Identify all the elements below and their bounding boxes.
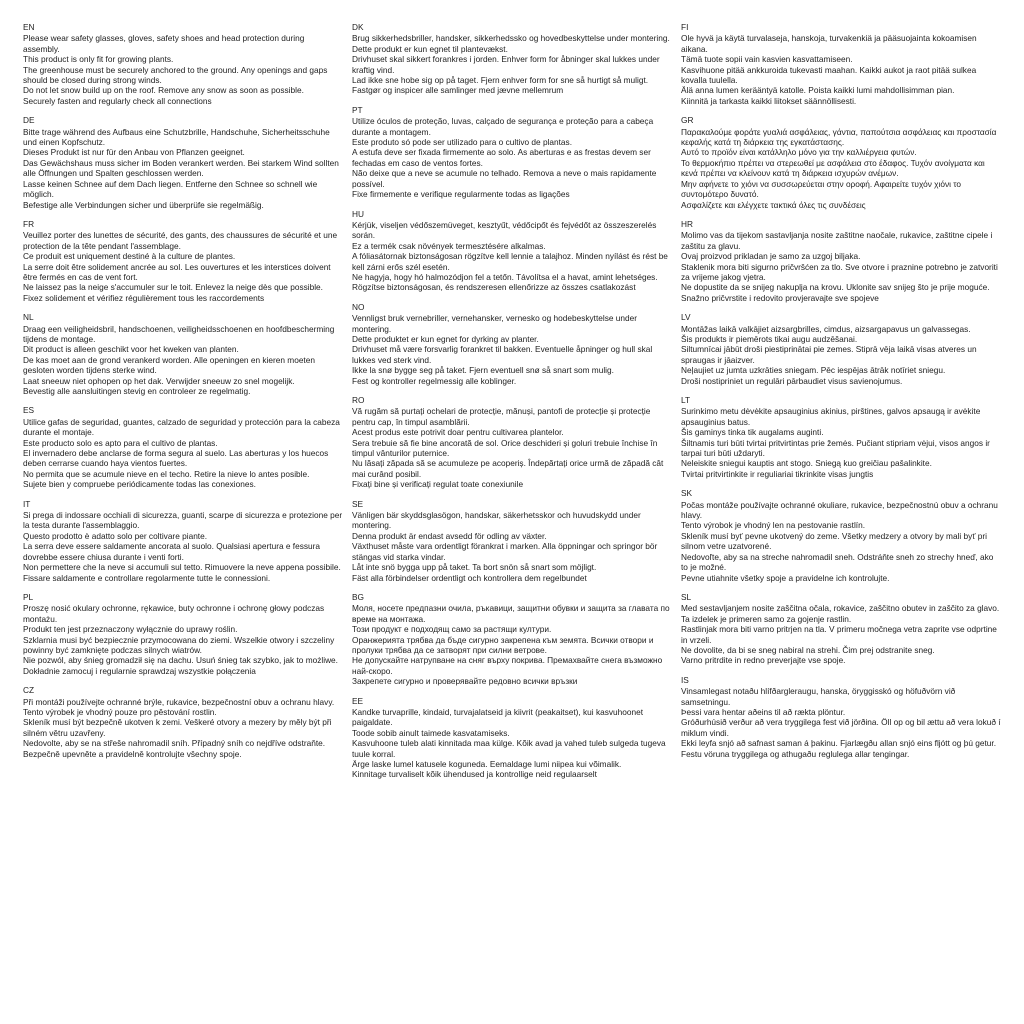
instruction-line: Dieses Produkt ist nur für den Anbau von Pflanzen geeignet.	[23, 147, 245, 158]
instruction-line: Produkt ten jest przeznaczony wyłącznie do uprawy roślin.	[23, 624, 238, 635]
instruction-line: Não deixe que a neve se acumule no telhado. Remova a neve o mais rapidamente possível.	[352, 168, 657, 189]
instruction-line: Dokładnie zamocuj i regularnie sprawdzaj wszystkie połączenia	[23, 665, 256, 676]
instruction-line: La serre doit être solidement ancrée au sol. Les ouvertures et les interstices doivent être fermés en cas de vent fort.	[23, 261, 331, 282]
language-code: FI	[681, 22, 689, 32]
instruction-line: Veuillez porter des lunettes de sécurité, des gants, des chaussures de sécurité et une protection de la tête pendant l'assemblage.	[23, 230, 338, 251]
language-code: DE	[23, 115, 35, 126]
instruction-line: Denna produkt är endast avsedd för odling av växter.	[352, 530, 547, 541]
instruction-line: Lad ikke sne hobe sig op på taget. Fjern enhver form for sne så hurtigt så muligt.	[352, 75, 649, 86]
instruction-line: Kérjük, viseljen védőszemüveget, kesztyűt, védőcipőt és fejvédőt az összeszerelés során.	[352, 219, 657, 241]
instruction-line: Festu vöruna tryggilega og athugaðu reglulega allar tengingar.	[681, 748, 910, 759]
instruction-line: Vennligst bruk vernebriller, vernehansker, vernesko og hodebeskyttelse under montering.	[352, 313, 638, 334]
instruction-line: Ovaj proizvod prikladan je samo za uzgoj biljaka.	[681, 251, 861, 262]
instruction-line: Nedovolte, aby se na střeše nahromadil sníh. Případný sníh co nejdříve odstraňte.	[23, 738, 326, 749]
language-code: DK	[352, 22, 364, 32]
language-code: PL	[23, 591, 34, 602]
instruction-line: Rastlinjak mora biti varno pritrjen na tla. V primeru močnega vetra zaprite vse odprtine in vrzeli.	[681, 624, 997, 645]
language-section-cz	[23, 685, 343, 759]
language-section-en	[23, 22, 343, 106]
language-section-ee	[352, 696, 672, 780]
instruction-line: Questo prodotto è adatto solo per coltivare piante.	[23, 530, 208, 541]
instruction-line: Befestige alle Verbindungen sicher und überprüfe sie regelmäßig.	[23, 199, 264, 210]
instruction-line: Bezpečně upevněte a pravidelně kontrolujte všechny spoje.	[23, 748, 242, 759]
instruction-line: Šis produkts ir piemērots tikai augu audzēšanai.	[681, 333, 858, 344]
instruction-line: Gróðurhúsið verður að vera tryggilega fest við jörðina. Öll op og bil ættu að vera lokuð í miklum vindi.	[681, 717, 1001, 738]
instruction-line: Växthuset måste vara ordentligt förankrat i marken. Alla öppningar och springor bör stängas vid starka vindar.	[352, 541, 658, 562]
language-section-es	[23, 405, 343, 489]
instruction-line: Ekki leyfa snjó að safnast saman á þakinu. Fjarlægðu allan snjó eins fljótt og þú getur.	[681, 738, 997, 749]
instruction-line: Ne dovolite, da bi se sneg nabiral na strehi. Čim prej odstranite sneg.	[681, 644, 935, 655]
instruction-line: Fixați bine și verificați regulat toate conexiunile	[352, 479, 524, 490]
language-code: NO	[352, 301, 365, 312]
instruction-line: Počas montáže používajte ochranné okuliare, rukavice, bezpečnostnú obuv a ochranu hlavy.	[681, 499, 998, 521]
language-code: EE	[352, 695, 364, 706]
language-section-fr	[23, 219, 343, 303]
instruction-line: El invernadero debe anclarse de forma segura al suelo. Las aberturas y los huecos deben cerrarse cuando haya vientos fuertes.	[23, 448, 329, 469]
instruction-line: Ta izdelek je primeren samo za gojenje rastlin.	[681, 613, 852, 624]
language-section-pl	[23, 592, 343, 676]
instruction-line: Bitte trage während des Aufbaus eine Schutzbrille, Handschuhe, Sicherheitsschuhe und einen Kopfschutz.	[23, 126, 330, 148]
instruction-line: The greenhouse must be securely anchored to the ground. Any openings and gaps should be closed during strong winds.	[23, 64, 328, 86]
instruction-line: Non permettere che la neve si accumuli sul tetto. Rimuovere la neve appena possibile.	[23, 562, 341, 573]
instruction-line: Staklenik mora biti sigurno pričvršćen za tlo. Sve otvore i praznine potrebno je zatvoriti za vrijeme jakog vjetra.	[681, 261, 998, 282]
instruction-line: Μην αφήνετε το χιόνι να συσσωρεύεται στην οροφή. Αφαιρείτε τυχόν χιόνι το συντομότερο δυνατό.	[681, 178, 962, 200]
instruction-line: Fäst alla förbindelser ordentligt och kontrollera dem regelbundet	[352, 572, 587, 583]
instruction-line: Älä anna lumen kerääntyä katolle. Poista kaikki lumi mahdollisimman pian.	[681, 85, 955, 96]
instruction-line: Fest og kontroller regelmessig alle koblinger.	[352, 375, 517, 386]
instruction-line: Šis gaminys tinka tik augalams auginti.	[681, 427, 824, 438]
language-section-se	[352, 499, 672, 583]
instruction-line: Fissare saldamente e controllare regolarmente tutte le connessioni.	[23, 572, 271, 583]
instruction-line: Nie pozwól, aby śnieg gromadził się na dachu. Usuń śnieg tak szybko, jak to możliwe.	[23, 655, 338, 666]
instruction-line: Nedovoľte, aby sa na streche nahromadil sneh. Odstráňte sneh zo strechy hneď, ako to je možné.	[681, 551, 994, 573]
language-section-sk	[681, 488, 1001, 583]
instruction-line: Skleník musí být bezpečně ukotven k zemi. Veškeré otvory a mezery by měly být při silném větru uzavřeny.	[23, 717, 332, 738]
instruction-line: Fixez solidement et vérifiez régulièrement tous les raccordements	[23, 292, 265, 303]
instruction-line: A fóliasátornak biztonságosan rögzítve kell lennie a talajhoz. Minden nyílást és rést be kell zárni erős szél esetén.	[352, 251, 668, 272]
instruction-line: No permita que se acumule nieve en el techo. Retire la nieve lo antes posible.	[23, 468, 310, 479]
language-code: FR	[23, 218, 35, 229]
instruction-line: Proszę nosić okulary ochronne, rękawice, buty ochronne i ochronę głowy podczas montażu.	[23, 603, 325, 624]
instruction-line: Dette produkt er kun egnet til plantevækst.	[352, 43, 508, 54]
language-code: IT	[23, 498, 31, 509]
instruction-line: Ne dopustite da se snijeg nakuplja na krovu. Uklonite sav snijeg što je prije moguće.	[681, 282, 990, 293]
instruction-line: La serra deve essere saldamente ancorata al suolo. Qualsiasi apertura e fessura dovrebbe essere chiusa durante i venti forti.	[23, 541, 321, 562]
instruction-line: Este producto solo es apto para el cultivo de plantas.	[23, 437, 218, 448]
language-code: RO	[352, 395, 365, 405]
language-section-fi	[681, 22, 1001, 106]
instruction-line: Tento výrobok je vhodný len na pestovanie rastlín.	[681, 520, 866, 531]
instruction-line: Ce produit est uniquement destiné à la culture de plantes.	[23, 251, 236, 262]
instruction-line: Αυτό το προϊόν είναι κατάλληλο μόνο για την καλλιέργεια φυτών.	[681, 147, 917, 158]
instruction-line: Tämä tuote sopii vain kasvien kasvattamiseen.	[681, 54, 853, 65]
instruction-line: Szklarnia musi być bezpiecznie przymocowana do ziemi. Wszelkie otwory i szczeliny powinny być zamknięte podczas silnych wiatrów.	[23, 634, 335, 655]
instruction-line: Ikke la snø bygge seg på taket. Fjern eventuell snø så snart som mulig.	[352, 365, 614, 376]
instruction-line: Þessi vara hentar aðeins til að rækta plöntur.	[681, 706, 846, 717]
language-section-sl	[681, 592, 1001, 666]
language-code: BG	[352, 591, 364, 602]
language-section-lt	[681, 395, 1001, 479]
instruction-line: Το θερμοκήπιο πρέπει να στερεωθεί με ασφάλεια στο έδαφος. Τυχόν ανοίγματα και κενά πρέπει να κλείνουν κατά τη διάρκεια ισχυρών ανέμων.	[681, 157, 985, 179]
language-section-it	[23, 499, 343, 583]
instruction-line: Nu lăsați zăpada să se acumuleze pe acoperiș. Îndepărtați orice urmă de zăpadă cât mai curând posibil.	[352, 458, 664, 479]
instruction-line: Montāžas laikā valkājiet aizsargbrilles, cimdus, aizsargapavus un galvassegas.	[681, 323, 971, 334]
instruction-line: Dit product is alleen geschikt voor het kweken van planten.	[23, 344, 239, 355]
instruction-line: Varno pritrdite in redno preverjajte vse spoje.	[681, 655, 846, 666]
instruction-line: Kasvihuone pitää ankkuroida tukevasti maahan. Kaikki aukot ja raot pitää sulkea kovalla tuulella.	[681, 64, 977, 86]
instruction-line: Please wear safety glasses, gloves, safety shoes and head protection during assembly.	[23, 33, 305, 54]
language-code: HR	[681, 218, 693, 229]
language-code: HU	[352, 208, 364, 219]
instruction-line: Brug sikkerhedsbriller, handsker, sikkerhedssko og hovedbeskyttelse under montering.	[352, 33, 670, 44]
instruction-line: Fixe firmemente e verifique regularmente todas as ligações	[352, 189, 570, 200]
instruction-line: Pevne utiahnite všetky spoje a pravidelne ich kontrolujte.	[681, 572, 890, 583]
instruction-line: Do not let snow build up on the roof. Remove any snow as soon as possible.	[23, 85, 304, 96]
instruction-line: Snažno pričvrstite i redovito provjeravajte sve spojeve	[681, 292, 879, 303]
language-code: PT	[352, 104, 363, 115]
language-code: SL	[681, 591, 692, 602]
instruction-line: Оранжерията трябва да бъде сигурно закрепена към земята. Всички отвори и пролуки трябва да се затворят при силни ветрове.	[352, 634, 654, 655]
instruction-line: Bevestig alle aansluitingen stevig en controleer ze regelmatig.	[23, 386, 251, 396]
instruction-line: Παρακαλούμε φοράτε γυαλιά ασφάλειας, γάντια, παπούτσια ασφάλειας και προστασία κεφαλής κατά τη διάρκεια της εγκατάστασης.	[681, 126, 997, 148]
language-code: ES	[23, 405, 35, 416]
instruction-line: A estufa deve ser fixada firmemente ao solo. As aberturas e as frestas devem ser fechadas em caso de ventos fortes.	[352, 147, 651, 168]
instruction-line: Molimo vas da tijekom sastavljanja nosite zaštitne naočale, rukavice, zaštitne cipele i zaštitu za glavu.	[681, 230, 993, 251]
language-section-ro	[352, 395, 672, 490]
language-code: GR	[681, 115, 694, 126]
instruction-line: Tento výrobek je vhodný pouze pro pěstování rostlin.	[23, 706, 217, 717]
instruction-line: Este produto só pode ser utilizado para o cultivo de plantas.	[352, 137, 573, 148]
instruction-line: Lasse keinen Schnee auf dem Dach liegen. Entferne den Schnee so schnell wie möglich.	[23, 178, 318, 200]
instruction-line: Das Gewächshaus muss sicher im Boden verankert werden. Bei starkem Wind sollten alle Öffnungen und Spalten geschlossen werden.	[23, 157, 339, 179]
instruction-line: Neleiskite sniegui kauptis ant stogo. Sniegą kuo greičiau pašalinkite.	[681, 458, 932, 469]
instruction-line: Sujete bien y compruebe periódicamente todas las conexiones.	[23, 479, 256, 490]
language-section-lv	[681, 312, 1001, 386]
instruction-line: Při montáži používejte ochranné brýle, rukavice, bezpečnostní obuv a ochranu hlavy.	[23, 696, 335, 707]
language-code: SE	[352, 498, 364, 509]
instruction-line: Ne laissez pas la neige s'accumuler sur le toit. Enlevez la neige dès que possible.	[23, 282, 323, 293]
instruction-line: Med sestavljanjem nosite zaščitna očala, rokavice, zaščitno obutev in zaščito za glavo.	[681, 603, 1000, 614]
column-1	[23, 22, 343, 768]
instruction-line: Utilice gafas de seguridad, guantes, calzado de seguridad y protección para la cabeza durante el montaje.	[23, 416, 340, 438]
language-code: LV	[681, 312, 691, 323]
instruction-line: Този продукт е подходящ само за растящи култури.	[352, 624, 552, 635]
instruction-line: This product is only fit for growing plants.	[23, 54, 174, 65]
instruction-line: Kiinnitä ja tarkasta kaikki liitokset säännöllisesti.	[681, 95, 857, 106]
language-section-hu	[352, 209, 672, 293]
instruction-line: Siltumnīcai jābūt droši piestiprinātai pie zemes. Stiprā vēja laikā visas atveres un spraugas ir jāaizver.	[681, 344, 977, 365]
instruction-line: Drivhuset må være forsvarlig forankret til bakken. Eventuelle åpninger og hull skal lukkes ved sterk vind.	[352, 344, 653, 365]
instruction-line: Kinnitage turvaliselt kõik ühendused ja kontrollige neid regulaarselt	[352, 769, 597, 780]
instruction-line: Toode sobib ainult taimede kasvatamiseks.	[352, 727, 510, 738]
language-code: LT	[681, 395, 691, 405]
instruction-line: Skleník musí byť pevne ukotvený do zeme. Všetky medzery a otvory by mali byť pri silnom vetre uzatvorené.	[681, 530, 987, 552]
instruction-line: Drivhuset skal sikkert forankres i jorden. Enhver form for åbninger skal lukkes under kraftig vind.	[352, 54, 660, 75]
instruction-line: Ne hagyja, hogy hó halmozódjon fel a tetőn. Távolítsa el a havat, amint lehetséges.	[352, 271, 658, 282]
column-2	[352, 22, 672, 789]
instruction-line: Закрепете сигурно и проверявайте редовно всички връзки	[352, 676, 578, 687]
language-section-is	[681, 675, 1001, 759]
instruction-line: Kandke turvaprille, kindaid, turvajalatseid ja kiivrit (peakaitset), kui kasvuhoonet paigaldate.	[352, 706, 643, 728]
language-section-hr	[681, 219, 1001, 303]
instruction-line: Neļaujiet uz jumta uzkrāties sniegam. Pēc iespējas ātrāk notīriet sniegu.	[681, 365, 946, 376]
instruction-line: Surinkimo metu dėvėkite apsauginius akinius, pirštines, galvos apsaugą ir avėkite apsauginius batus.	[681, 406, 981, 427]
instruction-line: Vinsamlegast notaðu hlífðargleraugu, hanska, öryggisskó og höfuðvörn við samsetningu.	[681, 686, 956, 707]
instruction-line: Sera trebuie să fie bine ancorată de sol. Orice deschideri și goluri trebuie închise în timpul vânturilor puternice.	[352, 437, 658, 459]
instruction-line: Vă rugăm să purtați ochelari de protecție, mănuși, pantofi de protecție și protecție pentru cap, în timpul asamblării.	[352, 406, 651, 427]
language-code: SK	[681, 488, 693, 499]
instruction-line: Ole hyvä ja käytä turvalaseja, hanskoja, turvakenkiä ja pääsuojainta kokoamisen aikana.	[681, 33, 977, 54]
instruction-line: Laat sneeuw niet ophopen op het dak. Verwijder sneeuw zo snel mogelijk.	[23, 375, 295, 386]
instruction-line: Droši nostipriniet un regulāri pārbaudiet visus savienojumus.	[681, 375, 903, 386]
instruction-line: Securely fasten and regularly check all connections	[23, 95, 212, 106]
instruction-line: Ez a termék csak növények termesztésére alkalmas.	[352, 240, 546, 251]
instruction-line: Kasvuhoone tuleb alati kinnitada maa külge. Kõik avad ja vahed tuleb sulgeda tugeva tuule korral.	[352, 738, 666, 759]
instruction-line: Ασφαλίζετε και ελέγχετε τακτικά όλες τις συνδέσεις	[681, 199, 866, 210]
instruction-line: Моля, носете предпазни очила, ръкавици, защитни обувки и защита за главата по време на монтажа.	[352, 603, 670, 624]
instruction-line: Draag een veiligheidsbril, handschoenen, veiligheidsschoenen en hoofdbescherming tijdens de montage.	[23, 323, 335, 344]
language-section-bg	[352, 592, 672, 687]
language-code: CZ	[23, 685, 35, 696]
language-code: EN	[23, 22, 35, 32]
language-code: IS	[681, 674, 689, 685]
instruction-line: De kas moet aan de grond verankerd worden. Alle openingen en kieren moeten gesloten worden tijdens sterke wind.	[23, 354, 315, 376]
language-code: NL	[23, 312, 34, 323]
language-section-nl	[23, 312, 343, 396]
language-section-de	[23, 115, 343, 210]
instruction-line: Acest produs este potrivit doar pentru cultivarea plantelor.	[352, 427, 564, 438]
instruction-line: Fastgør og inspicer alle samlinger med jævne mellemrum	[352, 85, 564, 96]
column-3	[681, 22, 1001, 768]
language-section-dk	[352, 22, 672, 96]
instruction-line: Rögzítse biztonságosan, és rendszeresen ellenőrizze az összes csatlakozást	[352, 282, 636, 293]
instruction-line: Не допускайте натрупване на сняг върху покрива. Премахвайте снега възможно най-скоро.	[352, 655, 663, 676]
instruction-line: Vänligen bär skyddsglasögon, handskar, säkerhetsskor och huvudskydd under montering.	[352, 510, 641, 531]
language-section-gr	[681, 115, 1001, 210]
instruction-line: Šiltnamis turi būti tvirtai pritvirtintas prie žemės. Pučiant stipriam vėjui, visos angos ir tarpai turi būti uždaryti.	[681, 437, 990, 459]
instruction-line: Tvirtai pritvirtinkite ir reguliariai tikrinkite visas jungtis	[681, 468, 874, 479]
language-section-pt	[352, 105, 672, 200]
instruction-line: Utilize óculos de proteção, luvas, calçado de segurança e proteção para a cabeça durante a montagem.	[352, 116, 654, 137]
instruction-line: Dette produktet er kun egnet for dyrking av planter.	[352, 333, 539, 344]
instruction-line: Låt inte snö bygga upp på taket. Ta bort snön så snart som möjligt.	[352, 562, 597, 573]
instruction-line: Si prega di indossare occhiali di sicurezza, guanti, scarpe di sicurezza e protezione per la testa durante l'assemblaggio.	[23, 510, 343, 531]
instruction-line: Ärge laske lumel katusele koguneda. Eemaldage lumi niipea kui võimalik.	[352, 759, 622, 769]
language-section-no	[352, 302, 672, 386]
